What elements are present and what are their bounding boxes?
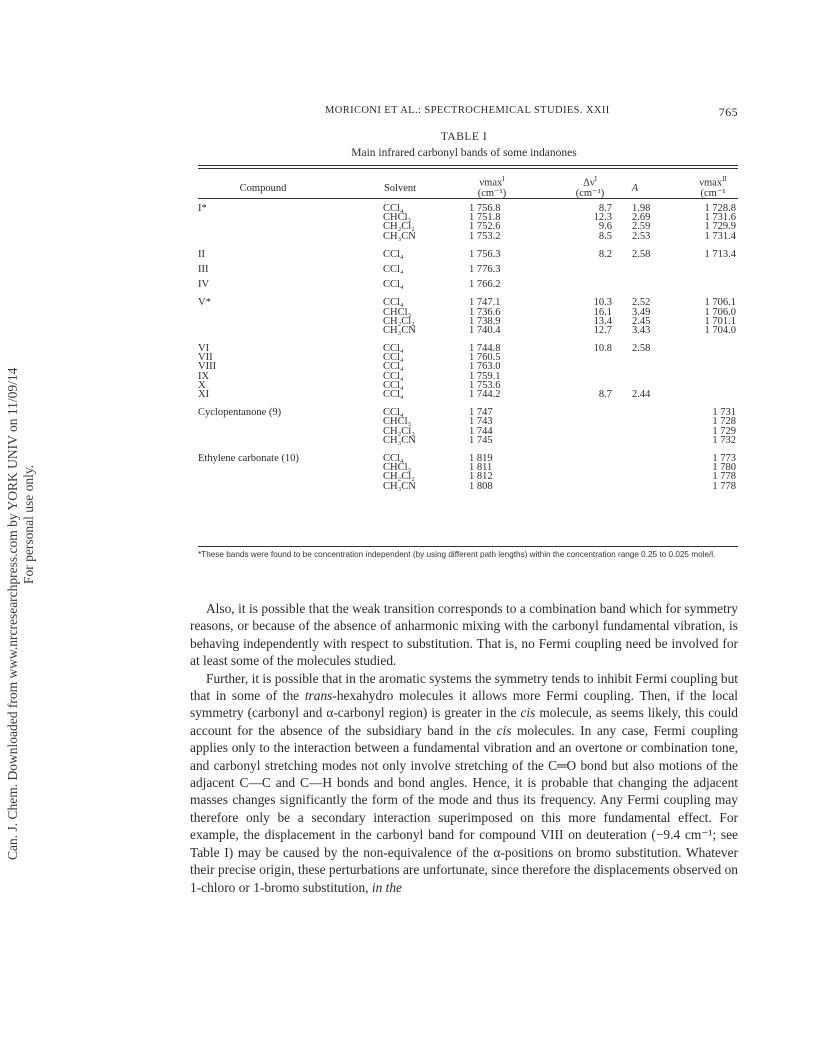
table-row (198, 454, 738, 463)
cell-compound: VII (198, 352, 213, 364)
cell-numax1: 1 808 (469, 480, 493, 492)
cell-a: 2.69 (632, 212, 651, 224)
cell-numax1: 1 751.8 (469, 212, 501, 224)
col-header-solvent: Solvent (383, 183, 417, 194)
cell-numax1: 1 759.1 (469, 370, 501, 382)
cell-dnu: 16.1 (593, 306, 612, 318)
body-text (190, 600, 738, 896)
cell-numax2: 1 728.8 (704, 203, 736, 214)
cell-a: 2.58 (632, 343, 651, 355)
p2-text-d: molecules. In any case, Fermi coupling applies only to the interaction between a fundamental vibration and an overtone or combination tone, and carbonyl stretching modes not only involve stretching of the C═O bond but also motions of the adjacent C—C and C—H bonds and bond angles. Hence, it is probable that changing the adjacent masses changes significantly the form of the mode and thus its frequency. Any Fermi coupling may therefore only be a secondary interaction superimposed on this more fundamental effect. For example, the displacement in the carbonyl band for compound VIII on deuteration (−9.4 cm⁻¹; see Table I) may be caused by the non-equivalence of the α-positions on bromo substitution. Whatever their precise origin, these perturbations are unfortunate, since therefore the displacements observed on 1-chloro or 1-bromo substitution, (190, 722, 738, 895)
cell-solvent: CH₂Cl₂ (383, 471, 415, 483)
cell-solvent: CCl₄ (383, 279, 404, 291)
cell-numax2: 1 713.4 (704, 248, 736, 260)
cell-numax1: 1 744.8 (469, 343, 501, 355)
cell-numax1: 1 745 (469, 434, 493, 446)
cell-compound: III (198, 263, 209, 275)
cell-solvent: CCl₄ (383, 370, 404, 382)
cell-solvent: CCl₄ (383, 407, 404, 419)
cell-numax2: 1 706.0 (704, 306, 736, 318)
cell-solvent: CCl₄ (383, 263, 404, 275)
paragraph-2 (190, 670, 738, 896)
cell-numax2: 1 731.4 (704, 230, 736, 242)
cell-a: 2.58 (632, 248, 651, 260)
table-row (198, 381, 738, 390)
cell-a: 2.59 (632, 221, 651, 233)
cell-solvent: CH₂Cl₂ (383, 425, 415, 437)
table-group (198, 204, 738, 241)
table-row (198, 250, 738, 259)
cell-dnu: 12.7 (593, 324, 612, 336)
cell-dnu: 8.7 (598, 389, 612, 400)
cell-numax2: 1 704.0 (704, 324, 736, 336)
cell-solvent: CHCl₃ (383, 416, 412, 428)
cell-numax1: 1 766.2 (469, 279, 501, 291)
table-header-rule (198, 198, 738, 199)
cell-dnu: 12.3 (593, 212, 612, 224)
table-group (198, 298, 738, 335)
cell-numax1: 1 740.4 (469, 324, 501, 336)
cell-numax1: 1 752.6 (469, 221, 501, 233)
cell-solvent: CHCl₃ (383, 212, 412, 224)
cell-solvent: CH₂Cl₂ (383, 221, 415, 233)
cell-solvent: CCl₄ (383, 452, 404, 464)
cell-solvent: CCl₄ (383, 203, 404, 214)
cell-numax2: 1 731.6 (704, 212, 736, 224)
p2-text-a: Further, it is possible that in the aromatic systems the symmetry tends to inhibit Fermi coupling but that in some of the (190, 670, 738, 704)
dnu-sup: I (594, 175, 597, 183)
cell-numax1: 1 743 (469, 416, 493, 428)
cell-dnu: 8.7 (598, 203, 612, 214)
table-row (198, 362, 738, 371)
cell-compound: VI (198, 343, 210, 355)
cell-numax1: 1 812 (469, 471, 493, 483)
cell-solvent: CHCl₃ (383, 306, 412, 318)
table-title: TABLE I (440, 131, 488, 143)
numax1-symbol: νmax (479, 177, 503, 189)
table-row (198, 353, 738, 362)
cell-numax1: 1 753.6 (469, 379, 501, 391)
cell-solvent: CCl₄ (383, 389, 404, 400)
table-row (198, 326, 738, 335)
page-number: 765 (718, 105, 738, 119)
cell-numax1: 1 744.2 (469, 389, 501, 400)
cell-numax1: 1 760.5 (469, 352, 501, 364)
table-group (198, 408, 738, 445)
p2-cis-1: cis (520, 705, 536, 721)
cell-compound: XI (198, 389, 210, 400)
table-group (198, 250, 738, 259)
table-row (198, 298, 738, 307)
col-header-dnu (560, 174, 620, 199)
cell-numax1: 1 776.3 (469, 263, 501, 275)
cell-numax1: 1 756.3 (469, 248, 501, 260)
p2-in-the: in the (371, 879, 402, 895)
cell-compound: VIII (198, 361, 217, 373)
table-caption: Main infrared carbonyl bands of some indanones (351, 147, 577, 159)
cell-a: 2.45 (632, 315, 651, 327)
cell-solvent: CH₃CN (383, 480, 416, 492)
table-row (198, 390, 738, 399)
table-row (198, 265, 738, 274)
cell-numax1: 1 753.2 (469, 230, 501, 242)
cell-solvent: CH₂Cl₂ (383, 315, 415, 327)
cell-numax2: 1 706.1 (704, 297, 736, 309)
cell-a: 2.53 (632, 230, 651, 242)
cell-a: 3.43 (632, 324, 651, 336)
side-watermark (0, 0, 48, 1053)
cell-numax1: 1 747.1 (469, 297, 501, 309)
table-group (198, 344, 738, 399)
paragraph-1: Also, it is possible that the weak transition corresponds to a combination band which for symmetry reasons, or because of the absence of anharmonic mixing with the carbonyl fundamental vibration, is behaving independently with respect to substitution. That is, no Fermi coupling need be involved for at least some of the molecules studied. (190, 601, 738, 669)
table-top-rule-inner (198, 168, 738, 169)
running-title: MORICONI ET AL.: SPECTROCHEMICAL STUDIES. XXII (325, 105, 610, 116)
p2-text-c: molecule, as seems likely, this could account for the absence of the subsidiary band in the (190, 705, 738, 738)
cell-numax1: 1 736.6 (469, 306, 501, 318)
p2-text-b: -hexahydro molecules it allows more Fermi coupling. Then, if the local symmetry (carbonyl and α-carbonyl region) is greater in the (190, 688, 738, 721)
cell-dnu: 10.8 (593, 343, 612, 355)
table-top-rule (198, 165, 738, 166)
table-row (198, 232, 738, 241)
table-row (198, 472, 738, 481)
table-row (198, 213, 738, 222)
numax2-unit: (cm⁻¹ (700, 187, 726, 199)
cell-numax2: 1 780 (712, 462, 736, 474)
numax1-unit: (cm⁻¹) (477, 187, 507, 199)
cell-compound: Ethylene carbonate (10) (198, 452, 299, 464)
col-header-numax1 (462, 174, 522, 199)
cell-numax1: 1 811 (469, 462, 493, 474)
table-row (198, 482, 738, 491)
table-row (198, 417, 738, 426)
cell-dnu: 9.6 (598, 221, 612, 233)
cell-numax2: 1 729 (712, 425, 736, 437)
cell-solvent: CH₃CN (383, 434, 416, 446)
numax2-sup: II (722, 175, 727, 183)
cell-compound: Cyclopentanone (9) (198, 407, 282, 419)
cell-dnu: 13.4 (593, 315, 612, 327)
dnu-unit: (cm⁻¹) (575, 187, 605, 199)
table-row (198, 427, 738, 436)
dnu-symbol: Δν (583, 177, 595, 189)
cell-compound: IX (198, 370, 210, 382)
table-row (198, 204, 738, 213)
running-header (190, 105, 738, 121)
numax1-sup: I (502, 175, 505, 183)
cell-numax1: 1 747 (469, 407, 493, 419)
table-row (198, 222, 738, 231)
cell-numax2: 1 731 (712, 407, 736, 419)
table-row (198, 280, 738, 289)
cell-numax2: 1 778 (712, 480, 736, 492)
numax2-symbol: νmax (699, 177, 723, 189)
cell-a: 3.49 (632, 306, 651, 318)
table-body (198, 204, 738, 491)
table-group (198, 280, 738, 289)
cell-a: 2.52 (632, 297, 651, 309)
cell-a: 1.98 (632, 203, 651, 214)
table-row (198, 372, 738, 381)
cell-numax2: 1 729.9 (704, 221, 736, 233)
table-group (198, 265, 738, 274)
cell-numax2: 1 701.1 (704, 315, 736, 327)
p2-trans: trans (304, 688, 333, 704)
cell-numax2: 1 778 (712, 471, 736, 483)
cell-solvent: CCl₄ (383, 343, 404, 355)
cell-numax1: 1 819 (469, 452, 493, 464)
cell-compound: I* (198, 203, 207, 214)
cell-solvent: CH₃CN (383, 324, 416, 336)
table-row (198, 344, 738, 353)
cell-dnu: 8.5 (598, 230, 612, 242)
cell-numax2: 1 732 (712, 434, 736, 446)
table-row (198, 317, 738, 326)
table-row (198, 463, 738, 472)
cell-numax2: 1 773 (712, 452, 736, 464)
table-row (198, 408, 738, 417)
table-group (198, 454, 738, 491)
cell-dnu: 10.3 (593, 297, 612, 309)
col-header-a: A (631, 183, 639, 194)
personal-use-notice: For personal use only. (21, 464, 36, 584)
cell-compound: II (198, 248, 205, 260)
cell-solvent: CH₃CN (383, 230, 416, 242)
cell-numax1: 1 744 (469, 425, 493, 437)
cell-solvent: CCl₄ (383, 361, 404, 373)
cell-compound: V* (198, 297, 211, 309)
download-notice: Can. J. Chem. Downloaded from www.nrcresearchpress.com by YORK UNIV on 11/09/14 (5, 367, 20, 860)
cell-numax2: 1 728 (712, 416, 736, 428)
cell-a: 2.44 (632, 389, 651, 400)
cell-solvent: CCl₄ (383, 352, 404, 364)
cell-solvent: CHCl₃ (383, 462, 412, 474)
table-footnote: *These bands were found to be concentration independent (by using different path lengths) within the concentration range 0.25 to 0.025 mole/l. (198, 550, 716, 559)
cell-numax1: 1 738.9 (469, 315, 501, 327)
cell-solvent: CCl₄ (383, 248, 404, 260)
cell-solvent: CCl₄ (383, 379, 404, 391)
cell-numax1: 1 756.8 (469, 203, 501, 214)
table-bottom-rule (198, 546, 738, 547)
cell-dnu: 8.2 (598, 248, 612, 260)
cell-solvent: CCl₄ (383, 297, 404, 309)
cell-compound: X (198, 379, 206, 391)
cell-numax1: 1 763.0 (469, 361, 501, 373)
table-row (198, 436, 738, 445)
cell-compound: IV (198, 279, 210, 291)
p2-cis-2: cis (496, 722, 512, 738)
col-header-numax2 (688, 174, 738, 199)
col-header-compound: Compound (239, 183, 287, 194)
table-row (198, 308, 738, 317)
